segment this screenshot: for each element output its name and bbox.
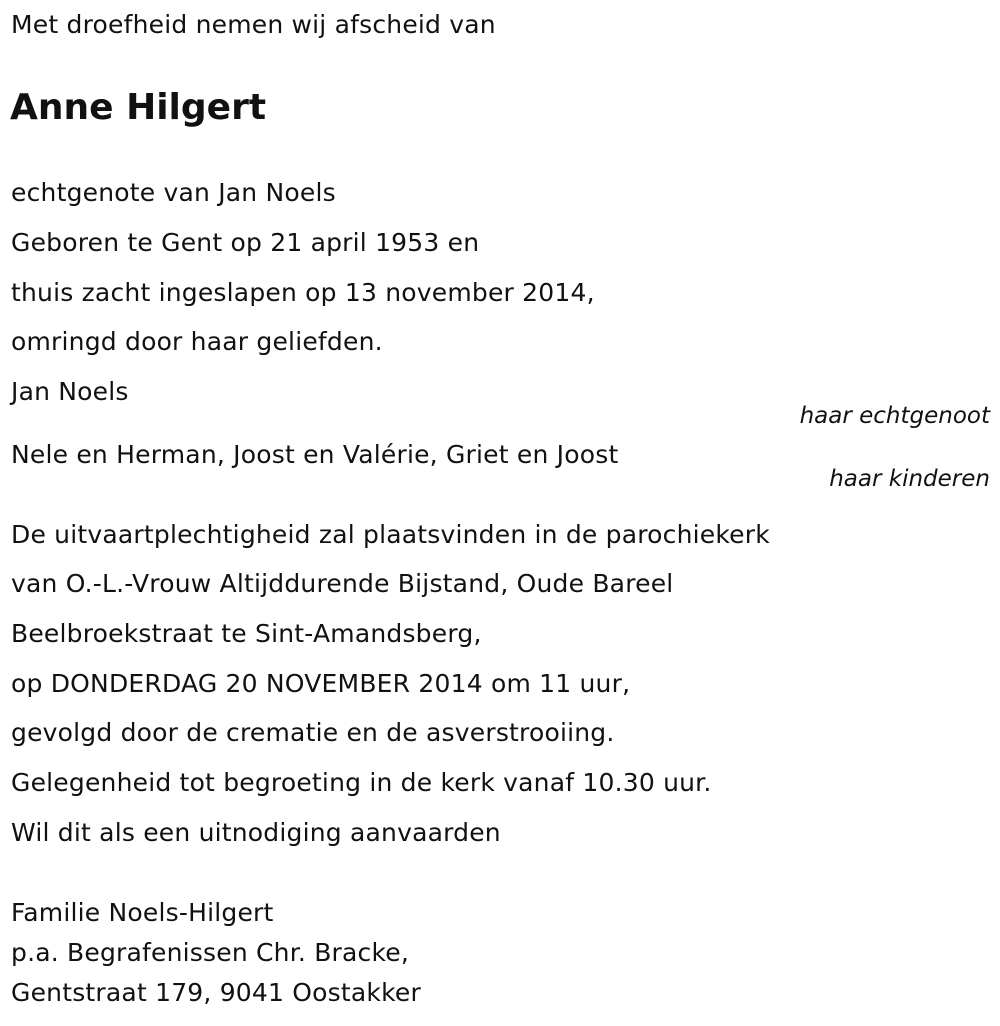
footer-line: Familie Noels-Hilgert: [11, 898, 274, 927]
footer-line: p.a. Begrafenissen Chr. Bracke,: [11, 938, 410, 967]
relative-role: haar kinderen: [829, 466, 990, 492]
bio-line: echtgenote van Jan Noels: [11, 178, 336, 207]
relative-names: Jan Noels: [11, 377, 129, 406]
relative-role: haar echtgenoot: [799, 403, 990, 429]
ceremony-line: van O.-L.-Vrouw Altijddurende Bijstand, Oude Bareel: [11, 569, 674, 598]
deceased-name: Anne Hilgert: [10, 87, 267, 128]
ceremony-line: De uitvaartplechtigheid zal plaatsvinden in de parochiekerk: [11, 520, 770, 549]
ceremony-line: op DONDERDAG 20 NOVEMBER 2014 om 11 uur,: [11, 669, 631, 698]
bio-line: Geboren te Gent op 21 april 1953 en: [11, 228, 480, 257]
ceremony-line: Wil dit als een uitnodiging aanvaarden: [11, 818, 501, 847]
footer-line: Gentstraat 179, 9041 Oostakker: [11, 978, 421, 1007]
ceremony-line: Beelbroekstraat te Sint-Amandsberg,: [11, 619, 482, 648]
relative-names: Nele en Herman, Joost en Valérie, Griet en Joost: [11, 440, 619, 469]
ceremony-line: gevolgd door de crematie en de asverstrooiing.: [11, 718, 615, 747]
ceremony-line: Gelegenheid tot begroeting in de kerk vanaf 10.30 uur.: [11, 768, 712, 797]
bio-line: omringd door haar geliefden.: [11, 327, 383, 356]
intro-text: Met droefheid nemen wij afscheid van: [11, 10, 496, 39]
bio-line: thuis zacht ingeslapen op 13 november 2014,: [11, 278, 595, 307]
